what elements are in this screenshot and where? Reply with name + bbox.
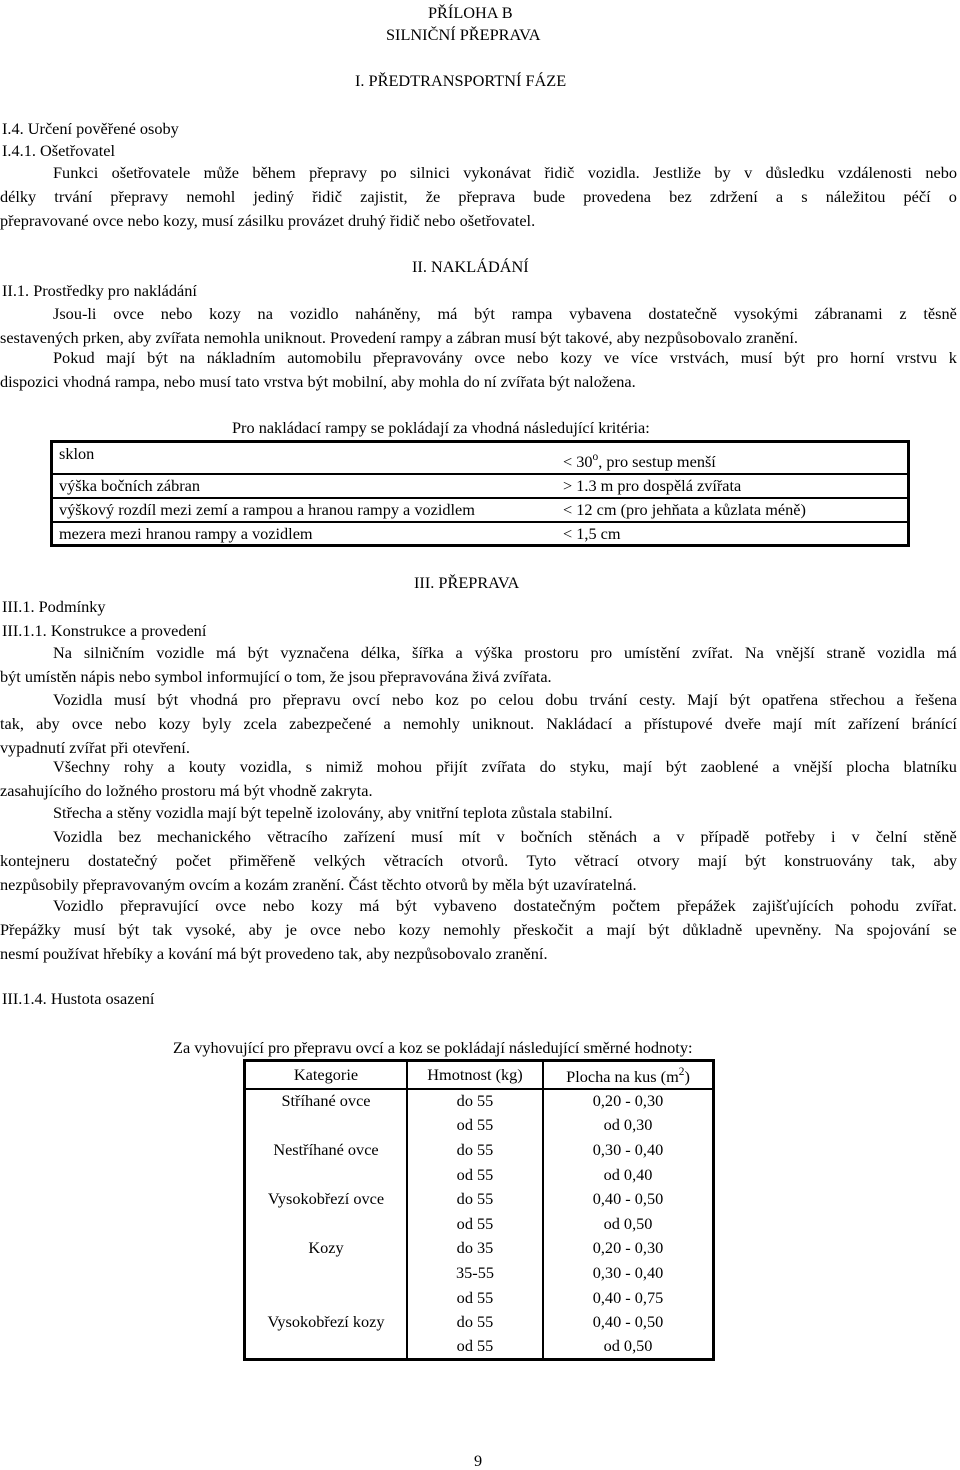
criteria-label: výškový rozdíl mezi zemí a rampou a hranou rampy a vozidlem	[52, 498, 558, 522]
table-row	[52, 442, 909, 474]
density-title: Za vyhovující pro přepravu ovcí a koz se pokládají následující směrné hodnoty:	[173, 1038, 693, 1057]
cell-weight: do 35	[407, 1236, 543, 1261]
cell-area: 0,40 - 0,50	[592, 1189, 664, 1209]
text-line: tak, aby ovce nebo kozy byly zcela zabezpečené a nemohly uniknout. Nakládací a přístupové dveře mají mít zařízení bránící	[0, 715, 957, 733]
table-row	[245, 1236, 714, 1261]
table-row	[245, 1285, 714, 1310]
cell-weight: od 55	[407, 1211, 543, 1236]
table-row	[245, 1261, 714, 1286]
cell-weight: od 55	[407, 1285, 543, 1310]
paragraph-marking	[0, 644, 957, 692]
cell-category: Vysokobřezí kozy	[245, 1310, 408, 1335]
section-title-2: II. NAKLÁDÁNÍ	[412, 257, 529, 276]
cell-area: 0,40 - 0,50	[592, 1312, 664, 1332]
criteria-value: < 1,5 cm	[563, 523, 621, 543]
cell-category: Vysokobřezí ovce	[245, 1187, 408, 1212]
text-line: Funkci ošetřovatele může během přepravy po silnici vykonávat řidič vozidla. Jestliže by v důsledku vzdálenosti nebo	[53, 164, 957, 182]
heading-iii11: III.1.1. Konstrukce a provedení	[2, 621, 207, 640]
table-row	[245, 1334, 714, 1359]
text-line: nesmí používat hřebíky a kování má být provedeno tak, aby nezpůsobovalo zranění.	[0, 945, 548, 963]
text-line: nezpůsobily přepravovaným ovcím a kozám zranění. Část těchto otvorů by měla být uzavíratelná.	[0, 876, 637, 894]
column-header-area: Plocha na kus $(m^2)$	[543, 1061, 714, 1089]
table-row	[245, 1113, 714, 1138]
page-number: 9	[474, 1451, 483, 1470]
transport-title: SILNIČNÍ PŘEPRAVA	[386, 25, 541, 44]
cell-category	[245, 1285, 408, 1310]
cell-category: Nestříhané ovce	[245, 1138, 408, 1163]
table-row	[52, 498, 909, 522]
text-line: Všechny rohy a kouty vozidla, s nimiž mohou přijít zvířata do styku, mají být zaoblené a vnější plocha blatníku	[53, 758, 957, 776]
criteria-value: > 1.3 m pro dospělá zvířata	[557, 474, 909, 498]
text-line: Jsou-li ovce nebo kozy na vozidlo naháněny, má být rampa vybavena dostatečně vysokými zábranami z těsně	[53, 305, 957, 323]
text-line: Na silničním vozidle má být vyznačena délka, šířka a výška prostoru pro umístění zvířat. Na vnější straně vozidla má	[53, 644, 957, 662]
text-line: délky trvání přepravy nemohl jediný řidič zajistit, že přeprava bude provedena bez zdržení a s náležitou péčí o	[0, 188, 957, 206]
appendix-title: PŘÍLOHA B	[428, 3, 513, 22]
cell-weight: od 55	[407, 1334, 543, 1359]
table-row	[245, 1162, 714, 1187]
table-row	[245, 1187, 714, 1212]
section-title-3: III. PŘEPRAVA	[414, 573, 520, 592]
density-table-body	[245, 1089, 714, 1360]
table-header-row	[245, 1061, 714, 1089]
cell-category	[245, 1162, 408, 1187]
table-row	[245, 1310, 714, 1335]
paragraph-suitability	[0, 691, 957, 763]
text-line: sestavených prken, aby zvířata nemohla uniknout. Provedení rampy a zábran musí být takové, aby nezpůsobovalo zranění.	[0, 329, 798, 347]
cell-weight: do 55	[407, 1310, 543, 1335]
criteria-label: mezera mezi hranou rampy a vozidlem	[59, 523, 313, 543]
text-line: být umístěn nápis nebo symbol informující o tom, že jsou přepravována živá zvířata.	[0, 668, 552, 686]
cell-category: Kozy	[245, 1236, 408, 1261]
criteria-label: výška bočních zábran	[52, 474, 558, 498]
column-header-category: Kategorie	[245, 1061, 408, 1089]
cell-area: od 0,40	[603, 1164, 653, 1184]
paragraph-insulation	[0, 804, 957, 828]
table-row	[245, 1211, 714, 1236]
cell-area: 0,30 - 0,40	[592, 1140, 664, 1160]
table-row	[52, 522, 909, 546]
column-header-weight: Hmotnost (kg)	[407, 1061, 543, 1089]
criteria-label: sklon	[52, 442, 558, 474]
heading-ii1: II.1. Prostředky pro nakládání	[2, 281, 197, 300]
cell-weight: od 55	[407, 1113, 543, 1138]
text-line: Vozidla bez mechanického větracího zařízení musí mít v bočních stěnách a v případě potřeby i v čelní stěně	[53, 828, 957, 846]
cell-weight: do 55	[407, 1089, 543, 1114]
table-row	[245, 1138, 714, 1163]
text-line: kontejneru dostatečný počet přiměřeně velkých větracích otvorů. Tyto větrací otvory mají být konstruovány tak, aby	[0, 852, 957, 870]
criteria-table	[50, 440, 910, 547]
text-line: zasahujícího do ložného prostoru má být vhodně zakryta.	[0, 782, 373, 800]
table-row	[52, 474, 909, 498]
cell-area: 0,30 - 0,40	[592, 1262, 664, 1282]
cell-area: 0,20 - 0,30	[592, 1091, 664, 1111]
cell-category	[245, 1211, 408, 1236]
cell-category	[245, 1261, 408, 1286]
criteria-title: Pro nakládací rampy se pokládají za vhodná následující kritéria:	[232, 418, 650, 437]
cell-weight: do 55	[407, 1187, 543, 1212]
text-line: Přepážky musí být tak vysoké, aby je ovce nebo kozy nemohly přeskočit a mají být důkladně upevněny. Na spojování se	[0, 921, 957, 939]
text-line: přepravované ovce nebo kozy, musí zásilku provázet druhý řidič nebo ošetřovatel.	[0, 212, 536, 230]
heading-iii1: III.1. Podmínky	[2, 597, 106, 616]
paragraph-ventilation	[0, 828, 957, 900]
criteria-value: < $30^o$, pro sestup menší	[557, 442, 909, 474]
cell-weight: od 55	[407, 1162, 543, 1187]
text-line: vypadnutí zvířat při otevření.	[0, 739, 190, 757]
paragraph-caretaker	[0, 164, 957, 236]
cell-weight: 35-55	[407, 1261, 543, 1286]
text-line: Střecha a stěny vozidla mají být tepelně izolovány, aby vnitřní teplota zůstala stabilní.	[53, 804, 613, 822]
cell-category: Stříhané ovce	[245, 1089, 408, 1114]
text-line: Vozidla musí být vhodná pro přepravu ovcí nebo koz po celou dobu trvání cesty. Mají být opatřena střechou a řešena	[53, 691, 957, 709]
criteria-value: < 12 cm (pro jehňata a kůzlata méně)	[557, 498, 909, 522]
paragraph-layers	[0, 349, 957, 397]
cell-area: 0,20 - 0,30	[592, 1238, 664, 1258]
paragraph-partitions	[0, 897, 957, 969]
cell-category	[245, 1334, 408, 1359]
heading-iii14: III.1.4. Hustota osazení	[2, 989, 155, 1008]
text-line: Vozidlo přepravující ovce nebo kozy má být vybaveno dostatečným počtem přepážek zajišťujících pohodu zvířat.	[53, 897, 957, 915]
text-line: Pokud mají být na nákladním automobilu přepravovány ovce nebo kozy ve více vrstvách, musí být pro horní vrstvu k	[53, 349, 957, 367]
paragraph-ramp	[0, 305, 957, 353]
text-line: dispozici vhodná rampa, nebo musí tato vrstva být mobilní, aby mohla do ní zvířata být naložena.	[0, 373, 636, 391]
heading-i41: I.4.1. Ošetřovatel	[2, 141, 116, 160]
cell-weight: do 55	[407, 1138, 543, 1163]
section-title-1: I. PŘEDTRANSPORTNÍ FÁZE	[355, 71, 567, 90]
table-row	[245, 1089, 714, 1114]
heading-i4: I.4. Určení pověřené osoby	[2, 119, 179, 138]
cell-area: od 0,50	[603, 1336, 653, 1356]
cell-category	[245, 1113, 408, 1138]
density-table	[243, 1059, 715, 1361]
paragraph-corners	[0, 758, 957, 806]
cell-area: 0,40 - 0,75	[592, 1287, 664, 1307]
cell-area: od 0,50	[603, 1213, 653, 1233]
cell-area: od 0,30	[603, 1115, 653, 1135]
